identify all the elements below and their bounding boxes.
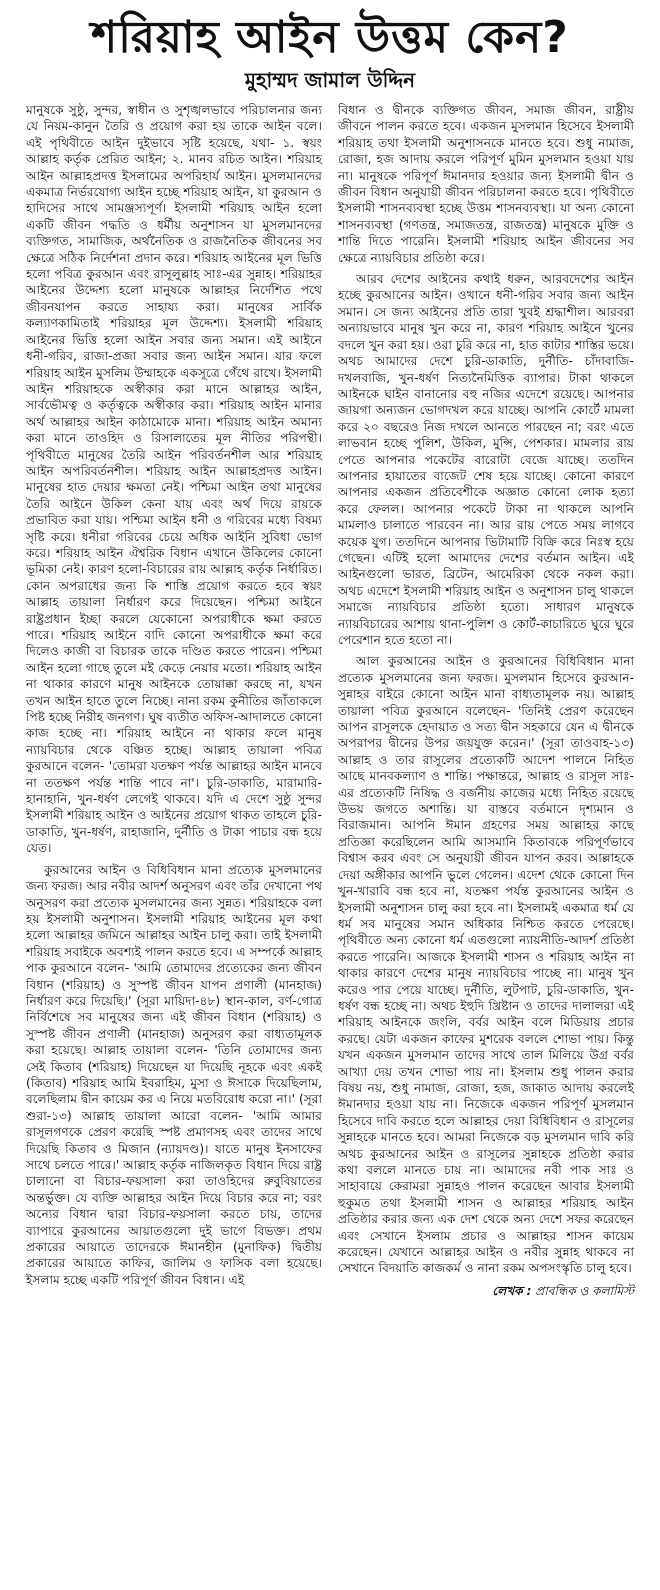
paragraph: বিধান ও দ্বীনকে ব্যক্তিগত জীবন, সমাজ জীবন, রাষ্ট্রীয় জীবনে পালন করতে হবে। একজন মুসলমান হিসেবে ইসলামী শরিয়াহ তথা ইসলামী অনুশাসনকে মানতে হবে। শুধু নামাজ, রোজা, হজ আদায় করলে পরিপূর্ণ মুমিন মুসলমান হওয়া যায় না। মানুষকে পরিপূর্ণ ঈমানদার হওয়ার জন্য ইসলামী দ্বীন ও জীবন বিধান অনুযায়ী জীবন পরিচালনা করতে হবে। পৃথিবীতে ইসলামী শাসনব্যবস্থা হচ্ছে উত্তম শাসনব্যবস্থা। যা অন্য কোনো শাসনব্যবস্থা (গণতন্ত্র, সমাজতন্ত্র, রাজতন্ত্র) মানুষকে মুক্তি ও শান্তি দিতে পারেনি। ইসলামী শরিয়াহ আইন জীবনের সব ক্ষেত্রে ন্যায়বিচার প্রতিষ্ঠা করে। [338, 103, 634, 265]
paragraph: মানুষকে সুষ্ঠু, সুন্দর, স্বাধীন ও সুশৃঙ্খলভাবে পরিচালনার জন্য যে নিয়ম-কানুন তৈরি ও প্রয়োগ করা হয় তাকে আইন বলে। এই পৃথিবীতে আইন দুইভাবে সৃষ্টি হয়েছে, যথা- ১. স্বয়ং আল্লাহ কর্তৃক প্রেরিত আইন; ২. মানব রচিত আইন। শরিয়াহ আইন আল্লাহপ্রদত্ত ইসলামের অপরিহার্য আইন। মুসলমানদের একমাত্র নির্ভরযোগ্য আইন হচ্ছে শরিয়াহ আইন, যা কুরআন ও হাদিসের সাথে সামঞ্জস্যপূর্ণ। ইসলামী শরিয়াহ আইন হলো একটি জীবন পদ্ধতি ও ধর্মীয় অনুশাসন যা মুসলমানদের ব্যক্তিগত, সামাজিক, অর্থনৈতিক ও রাজনৈতিক জীবনের সব ক্ষেত্রে সঠিক নির্দেশনা প্রদান করে। শরিয়াহ আইনের মূল ভিত্তি হলো পবিত্র কুরআন এবং রাসূলুল্লাহ সাঃ-এর সুন্নাহ। শরিয়াহর আইনের উদ্দেশ্য হলো মানুষকে আল্লাহর নির্দেশিত পথে জীবনযাপন করতে সাহায্য করা। মানুষের সার্বিক কল্যাণকামিতাই শরিয়াহর মূল উদ্দেশ্য। ইসলামী শরিয়াহ আইনের ভিত্তি হলো আইন সবার জন্য সমান। এই আইনে ধনী-গরিব, রাজা-প্রজা সবার জন্য আইন সমান। যার ফলে শরিয়াহ আইন মুসলিম উম্মাহকে একসূত্রে গেঁথে রাখে। ইসলামী আইন শরিয়াহকে অস্বীকার করা মানে আল্লাহর আইন, সার্বভৌমত্ব ও কর্তৃত্বকে অস্বীকার করা। শরিয়াহ আইন মানার অর্থ আল্লাহর আইন কাঠামোকে মানা। শরিয়াহ আইন অমান্য করা মানে তাওহিদ ও রিসালাতের মূল নীতির পরিপন্থী। পৃথিবীতে মানুষের তৈরি আইন পরিবর্তনশীল আর শরিয়াহ আইন অপরিবর্তনশীল। শরিয়াহ আইন আল্লাহপ্রদত্ত আইন। মানুষের হাত দেয়ার ক্ষমতা নেই। পশ্চিমা আইন তথা মানুষের তৈরি আইনে উকিল কেনা যায় এবং অর্থ দিয়ে রায়কে প্রভাবিত করা যায়। পশ্চিমা আইন ধনী ও গরিবের মধ্যে বিষম্য সৃষ্টি করে। ধনীরা গরিবের চেয়ে অধিক আইনি সুবিধা ভোগ করে। শরিয়াহ আইন ঐশ্বরিক বিধান এখানে উকিলের কোনো ভূমিকা নেই। কারণ হলো-বিচারের রায় আল্লাহ কর্তৃক নির্ধারিত। কোন অপরাধের জন্য কি শাস্তি প্রয়োগ করতে হবে স্বয়ং আল্লাহ তায়ালা নির্ধারণ করে দিয়েছেন। পশ্চিমা আইনে রাষ্ট্রপ্রধান ইচ্ছা করলে যেকোনো অপরাধীকে ক্ষমা করতে পারে। শরিয়াহ আইনে বাদি কোনো অপরাধীকে ক্ষমা করে দিলেও কাজী বা বিচারক তাকে দণ্ডিত করতে পারেন। পশ্চিমা আইন হলো গাছে তুলে মই কেড়ে নেয়ার মতো। শরিয়াহ আইন না থাকার কারণে মানুষ আইনকে তোয়াক্কা করছে না, যখন তখন আইন হাতে তুলে নিচ্ছে। নানা রকম কুনীতির জাঁতাকলে পিষ্ট হচ্ছে নিরীহ জনগণ। ঘুষ ব্যতীত অফিস-আদালতে কোনো কাজ হচ্ছে না। শরিয়াহ আইনে না থাকার ফলে মানুষ ন্যায়বিচার থেকে বঞ্চিত হচ্ছে। আল্লাহ তায়ালা পবিত্র কুরআনে বলেন- 'তোমরা যতক্ষণ পর্যন্ত আল্লাহর আইন মানবে না ততক্ষণ পর্যন্ত শান্তি পাবে না'। চুরি-ডাকাতি, মারামারি-হানাহানি, খুন-ধর্ষণ লেগেই থাকবে। যদি এ দেশে সুষ্ঠু সুন্দর ইসলামী শরিয়াহ আইন ও আইনের প্রয়োগ থাকত তাহলে চুরি-ডাকাতি, খুন-ধর্ষণ, রাহাজানি, দুর্নীতি ও টাকা পাচার বন্ধ হয়ে যেত। [26, 103, 322, 856]
paragraph: কুরআনের আইন ও বিধিবিধান মানা প্রত্যেক মুসলমানের জন্য ফরজ। আর নবীর আদর্শ অনুসরণ এবং তাঁর দেখানো পথ অনুসরণ করা প্রত্যেক মুসলমানের জন্য সুন্নত। শরিয়াহকে বলা হয় ইসলামী অনুশাসন। ইসলামী শরিয়াহ আইনের মূল কথা হলো আল্লাহর জমিনে আল্লাহর আইন চালু করা। তাই ইসলামী শরিয়াহ সবাইকে অবশ্যই পালন করতে হবে। এ সম্পর্কে আল্লাহ পাক কুরআনে বলেন- 'আমি তোমাদের প্রত্যেকের জন্য জীবন বিধান (শরিয়াহ) ও সুস্পষ্ট জীবন যাপন প্রণালী (মানহাজ) নির্ধারণ করে দিয়েছি।' (সূরা মায়িদা-৪৮) স্থান-কাল, বর্ণ-গোত্র নির্বিশেষে সব মানুষের জন্য এই জীবন বিধান (শরিয়াহ) ও সুস্পষ্ট জীবন প্রণালী (মানহাজ) অনুসরণ করা বাধ্যতামূলক করা হয়েছে। আল্লাহ তায়ালা বলেন- 'তিনি তোমাদের জন্য সেই কিতাব (শরিয়াহ) দিয়েছেন যা দিয়েছি নূহকে এবং একই (কিতাব) শরিয়াহ আমি ইবরাহিম, মুসা ও ঈসাকে দিয়েছিলাম, বলেছিলাম দ্বীন কায়েম কর এ নিয়ে মতবিরোধ করো না।' (সূরা শুরা-১৩) আল্লাহ তায়ালা আরো বলেন- 'আমি আমার রাসূলগণকে প্রেরণ করেছি স্পষ্ট প্রমাণসহ এবং তাদের সাথে দিয়েছি কিতাব ও মিজান (ন্যায়দণ্ড)। যাতে মানুষ ইনসাফের সাথে চলতে পারে।' আল্লাহ কর্তৃক নাজিলকৃত বিধান দিয়ে রাষ্ট্র চালানো বা বিচার-ফয়সালা করা তাওহিদের রুবুবিয়াতের অন্তর্ভুক্ত। যে ব্যক্তি আল্লাহর আইন দিয়ে বিচার করে না; বরং অন্যের বিধান দ্বারা বিচার-ফয়সালা করতে চায়, তাদের ব্যাপারে কুরআনের আয়াতগুলো দুই ভাগে বিভক্ত। প্রথম প্রকারের আয়াতে তাদেরকে ঈমানহীন (মুনাফিক) দ্বিতীয় প্রকারের আয়াতে কাফির, জালিম ও ফাসিক বলা হয়েছে। ইসলাম হচ্ছে একটি পরিপূর্ণ জীবন বিধান। এই [26, 862, 322, 1287]
author-note-text: প্রাবন্ধিক ও কলামিস্ট [535, 1283, 634, 1298]
paragraph: আল কুরআনের আইন ও কুরআনের বিধিবিধান মানা প্রত্যেক মুসলমানের জন্য ফরজ। মুসলমান হিসেবে কুরআন-সুন্নাহর বাইরে কোনো আইন মানা বাধ্যতামূলক নয়। আল্লাহ তায়ালা পবিত্র কুরআনে বলেছেন- 'তিনিই প্রেরণ করেছেন আপন রাসূলকে হেদায়াত ও সত্য দ্বীন সহকারে যেন এ দ্বীনকে অপরাপর দ্বীনের উপর জয়যুক্ত করেন।' (সূরা তাওবাহ-১৩) আল্লাহ ও তার রাসূলের প্রত্যেকটি আদেশ পালনে নিহিত আছে মানবকল্যাণ ও শান্তি। পক্ষান্তরে, আল্লাহ ও রাসূল সাঃ-এর প্রত্যেকটি নিষিদ্ধ ও বর্জনীয় কাজের মধ্যে নিহিত রয়েছে উভয় জগতে অশান্তি। যা বাস্তবে বর্তমানে দৃশ্যমান ও বিরাজমান। আপনি ঈমান গ্রহণের সময় আল্লাহর কাছে প্রতিজ্ঞা করেছিলেন আমি আসমানি কিতাবকে পরিপূর্ণভাবে বিশ্বাস করব এবং সে অনুযায়ী জীবন যাপন করব। আল্লাহকে দেয়া অঙ্গীকার আপনি ভুলে গেলেন। এদেশ থেকে কোনো দিন খুন-খারাবি বন্ধ হবে না, যতক্ষণ পর্যন্ত কুরআনের আইন ও ইসলামী অনুশাসন চালু করা হবে না। ইসলামই একমাত্র ধর্ম যে ধর্ম সব মানুষের সমান অধিকার নিশ্চিত করতে পেরেছে। পৃথিবীতে অন্য কোনো ধর্ম এতগুলো ন্যায়নীতি-আদর্শ প্রতিষ্ঠা করতে পারেনি। আজকে ইসলামী শাসন ও শরিয়াহ আইন না থাকার কারণে দেশের মানুষ ন্যায়বিচার পাচ্ছে না। মানুষ খুন করেও পার পেয়ে যাচ্ছে। দুর্নীতি, লুটপাট, চুরি-ডাকাতি, খুন-ধর্ষণ বন্ধ হচ্ছে না। অথচ ইহুদি খ্রিষ্টান ও তাদের দালালরা এই শরিয়াহ আইনকে জংলি, বর্বর আইন বলে মিডিয়ায় প্রচার করছে। যেটা একজন কাফের মুশরেক বললে শোভা পায়। কিন্তু যখন একজন মুসলমান তাদের সাথে তাল মিলিয়ে উগ্র বর্বর আখ্যা দেয় তখন শোভা পায় না। ইসলাম শুধু পালন করার বিষয় নয়, শুধু নামাজ, রোজা, হজ, জাকাত আদায় করলেই ঈমানদার হওয়া যায় না। নিজেকে একজন পরিপূর্ণ মুসলমান হিসেবে দাবি করতে হলে আল্লাহর দেয়া বিধিবিধান ও রাসূলের সুন্নাহকে মানতে হবে। আমরা নিজেকে বড় মুসলমান দাবি করি অথচ কুরআনের আইন ও রাসূলের সুন্নাহকে প্রতিষ্ঠা করার কথা বললে মানতে চায় না। আমাদের নবী পাক সাঃ ও সাহাবায়ে কেরামরা সুন্নাহও পালন করেছেন আবার ইসলামী হুকুমত তথা ইসলামী শাসন ও আল্লাহর শরিয়াহ আইন প্রতিষ্ঠার করার জন্য এক দেশ থেকে অন্য দেশে সফর করেছেন এবং সেখানে ইসলাম প্রচার ও আল্লাহর শাসন কায়েম করেছেন। যেখানে আল্লাহর আইন ও নবীর সুন্নাহ থাকবে না সেখানে বিদয়াতি কাজকর্ম ও নানা রকম অপসংস্কৃতি চালু হবে। [338, 654, 634, 1276]
article-body [26, 102, 634, 1299]
right-column [338, 102, 634, 1299]
article-headline: শরিয়াহ আইন উত্তম কেন? [91, 12, 569, 63]
left-column [26, 102, 322, 1293]
author-note-label: লেখক : [492, 1283, 532, 1298]
author-note [338, 1283, 634, 1299]
paragraph: আরব দেশের আইনের কথাই ধরুন, আরবদেশের আইন হচ্ছে কুরআনের আইন। ওখানে ধনী-গরিব সবার জন্য আইন সমান। সে জন্য আইনের প্রতি তারা খুবই শ্রদ্ধাশীল। আরবরা অন্যায়ভাবে মানুষ খুন করে না, কারণ শরিয়াহ আইনে খুনের বদলে খুন করা হয়। ওরা চুরি করে না, হাত কাটার শাস্তির ভয়ে। অথচ আমাদের দেশে চুরি-ডাকাতি, দুর্নীতি- চাঁদাবাজি-দখলবাজি, খুন-ধর্ষণ নিত্যনৈমিত্তিক ব্যাপার। টাকা থাকলে আইনকে ঘাইন বানানোর বহু নজির এদেশে রয়েছে। আপনার জায়গা অন্যজন ভোগদখল করে যাচ্ছে। আপনি কোর্টে মামলা করে ২০ বছরেও নিজ দখলে আনতে পারছেন না; বরং এতে লাভবান হচ্ছে পুলিশ, উকিল, মুন্সি, পেশকার। মামলার রায় পেতে আপনার পকেটের বারোটা বেজে যাচ্ছে। ততদিন আপনার হায়াতের বাজেট শেষ হয়ে যাচ্ছে। কোনো কারণে আপনার একজন প্রতিবেশীকে অজ্ঞাত কোনো লোক হত্যা করে ফেলল। আপনার পকেটে টাকা না থাকলে আপনি মামলাও চালাতে পারবেন না। আর রায় পেতে সময় লাগবে কয়েক যুগ। ততদিনে আপনার ভিটামাটি বিক্রি করে নিঃস্ব হয়ে গেছেন। এটিই হলো আমাদের দেশের বর্তমান আইন। এই আইনগুলো ভারত, ব্রিটেন, আমেরিকা থেকে নকল করা। অথচ এদেশে ইসলামী শরিয়াহ আইন ও অনুশাসন চালু থাকলে সমাজে ন্যায়বিচার প্রতিষ্ঠা হতো। সাধারণ মানুষকে ন্যায়বিচারের আশায় থানা-পুলিশ ও কোর্ট-কাচারিতে ঘুরে ঘুরে পেরেশান হতে হতো না। [338, 272, 634, 647]
article-byline: মুহাম্মদ জামাল উদ্দিন [244, 68, 416, 92]
